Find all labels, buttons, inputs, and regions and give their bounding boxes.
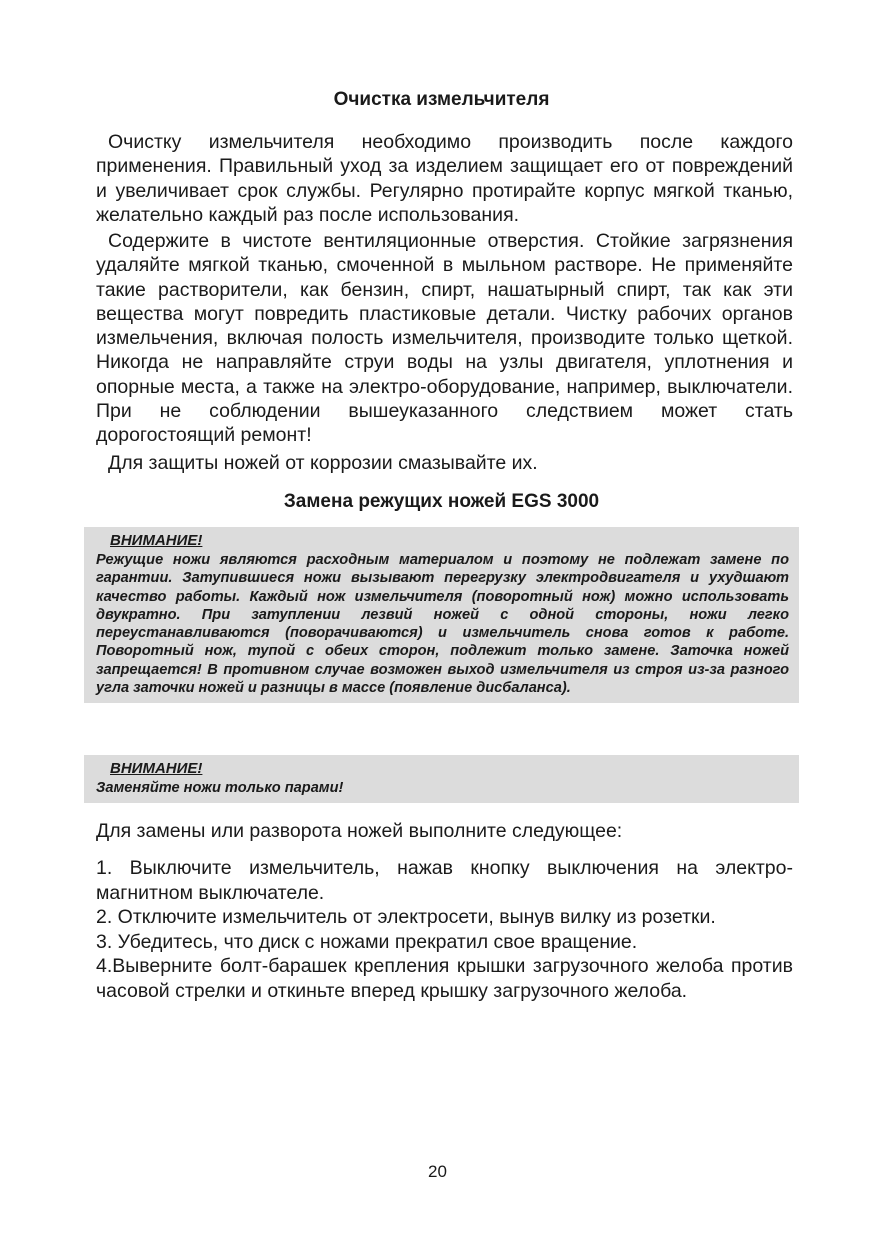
list-item: 2. Отключите измельчитель от электросети, вынув вилку из розетки. [96, 906, 716, 929]
warning-label: ВНИМАНИЕ! [110, 760, 203, 777]
list-item: 1. Выключите измельчитель, нажав кнопку выключения на электро-магнитном выключателе. [96, 857, 793, 904]
warning-text: Заменяйте ножи только парами! [96, 780, 344, 796]
paragraph-corrosion: Для защиты ножей от коррозии смазывайте их. [108, 452, 538, 474]
paragraph-cleaning-general: Очистку измельчителя необходимо производить после каждого применения. Правильный уход за изделием защищает его от повреждений и увеличивает срок службы. Регулярно протирайте корпус мягкой тканью, желательно каждый раз после использования. [96, 131, 793, 226]
list-item: 4.Выверните болт-барашек крепления крышки загрузочного желоба против часовой стрелки и откиньте вперед крышку загрузочного желоба. [96, 955, 793, 1002]
warning-box-blades [84, 527, 799, 703]
warning-text: Режущие ножи являются расходным материалом и поэтому не подлежат замене по гарантии. Затупившиеся ножи вызывают перегрузку электродвигателя и ухудшают качество работы. Каждый нож измельчителя (поворотный нож) можно использовать двукратно. При затуплении лезвий ножей с одной стороны, ножи легко переустанавливаются (поворачиваются) и измельчитель снова готов к работе. Поворотный нож, тупой с обеих сторон, подлежит только замене. Заточка ножей запрещается! В противном случае возможен выход измельчителя из строя из-за разного угла заточки ножей и разницы в массе (появление дисбаланса). [96, 552, 789, 697]
section-title-cleaning: Очистка измельчителя [333, 89, 550, 110]
warning-label: ВНИМАНИЕ! [110, 532, 203, 549]
paragraph-cleaning-details: Содержите в чистоте вентиляционные отверстия. Стойкие загрязнения удаляйте мягкой тканью, смоченной в мыльном растворе. Не применяйте такие растворители, как бензин, спирт, нашатырный спирт, так как эти вещества могут повредить пластиковые детали. Чистку рабочих органов измельчения, включая полость измельчителя, производите только щеткой. Никогда не направляйте струи воды на узлы двигателя, уплотнения и опорные места, а также на электро-оборудование, например, выключатели. При не соблюдении вышеуказанного следствием может стать дорогостоящий ремонт! [96, 230, 793, 447]
procedure-steps [96, 856, 793, 1004]
list-item: 3. Убедитесь, что диск с ножами прекратил свое вращение. [96, 930, 638, 953]
warning-box-pairs [84, 755, 799, 803]
section-title-blade-replacement: Замена режущих ножей EGS 3000 [283, 491, 600, 512]
page-number: 20 [428, 1162, 447, 1181]
procedure-intro: Для замены или разворота ножей выполните следующее: [96, 820, 623, 842]
